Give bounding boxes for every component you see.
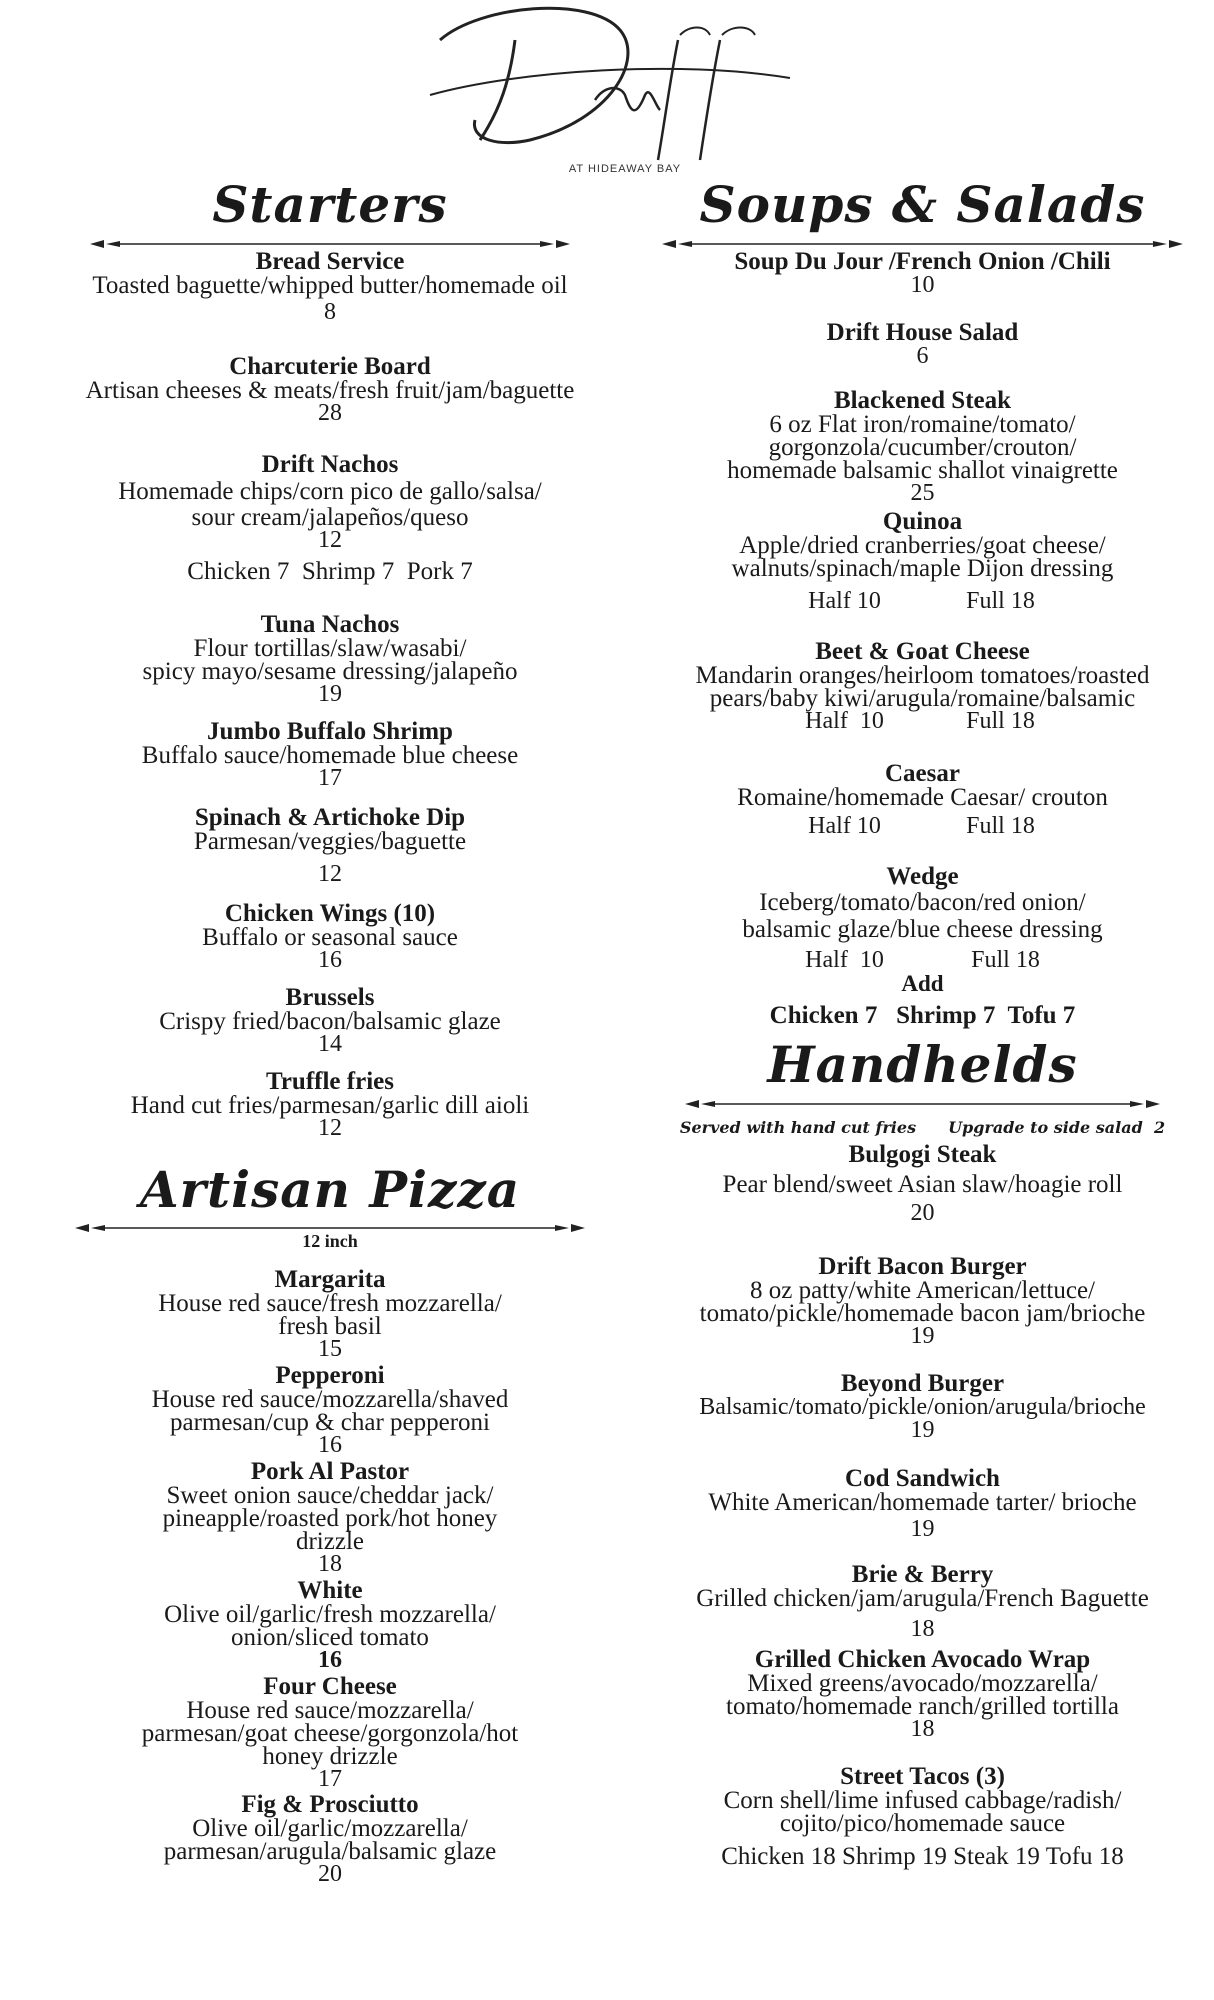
half-price: Half 10 [808, 813, 881, 839]
item-name: Drift Nachos [261, 451, 399, 478]
item-price: 17 [318, 1766, 342, 1792]
item-name: Brie & Berry [851, 1561, 994, 1588]
menu-item [55, 1364, 605, 1457]
item-price: 28 [318, 400, 342, 426]
item-desc: Homemade chips/corn pico de gallo/salsa/ [118, 478, 542, 505]
item-price: 20 [318, 1861, 342, 1887]
item-price: 15 [318, 1336, 342, 1362]
item-price: 10 [910, 272, 935, 298]
item-name: Street Tacos (3) [840, 1763, 1005, 1790]
item-name: Drift House Salad [826, 319, 1019, 346]
item-desc: parmesan/cup & char pepperoni [169, 1409, 490, 1436]
menu-item [640, 640, 1205, 733]
menu-item [55, 720, 605, 790]
menu-item [640, 1372, 1205, 1442]
item-price: 19 [910, 1323, 935, 1349]
item-name: Truffle fries [266, 1068, 394, 1095]
item-price: 16 [318, 1647, 342, 1673]
item-name: Cod Sandwich [845, 1465, 1000, 1492]
item-desc: Toasted baguette/whipped butter/homemade oil [92, 272, 568, 299]
item-desc: parmesan/goat cheese/gorgonzola/hot [141, 1720, 519, 1747]
menu-item [640, 510, 1205, 613]
half-price: Half 10 [805, 708, 884, 734]
item-desc: 8 oz patty/white American/lettuce/ [749, 1277, 1096, 1304]
item-desc: Romaine/homemade Caesar/ crouton [737, 784, 1108, 811]
pizza-heading: Artisan Pizza [139, 1160, 521, 1219]
item-name: Beet & Goat Cheese [815, 638, 1030, 665]
item-price: 6 [916, 343, 929, 369]
item-desc: Artisan cheeses & meats/fresh fruit/jam/baguette [85, 377, 575, 404]
item-price: 18 [910, 1616, 935, 1642]
soups-section [640, 175, 1205, 1045]
item-desc: spicy mayo/sesame dressing/jalapeño [142, 658, 518, 685]
menu-item [55, 453, 605, 583]
item-desc: 6 oz Flat iron/romaine/tomato/ [769, 411, 1076, 438]
menu-item [55, 1579, 605, 1672]
item-name: Fig & Prosciutto [241, 1791, 419, 1818]
item-name: Beyond Burger [840, 1370, 1005, 1397]
item-desc: Sweet onion sauce/cheddar jack/ [166, 1482, 494, 1509]
menu-item [55, 250, 605, 324]
full-price: Full 18 [971, 947, 1040, 973]
item-desc: drizzle [295, 1528, 364, 1555]
menu-item [640, 321, 1205, 368]
handhelds-rule [685, 1097, 1160, 1111]
item-desc: White American/homemade tarter/ brioche [708, 1489, 1137, 1516]
item-name: Bulgogi Steak [848, 1141, 997, 1168]
item-desc: Pear blend/sweet Asian slaw/hoagie roll [722, 1171, 1123, 1198]
menu-item [640, 1467, 1205, 1541]
item-name: White [297, 1577, 363, 1604]
item-price: 19 [318, 681, 342, 707]
item-desc: Olive oil/garlic/mozzarella/ [192, 1815, 468, 1842]
item-desc: homemade balsamic shallot vinaigrette [727, 457, 1118, 484]
item-desc: honey drizzle [262, 1743, 398, 1770]
item-desc: cojito/pico/homemade sauce [779, 1810, 1066, 1837]
item-desc: Balsamic/tomato/pickle/onion/arugula/brioche [699, 1394, 1146, 1420]
item-desc: Crispy fried/bacon/balsamic glaze [159, 1008, 501, 1035]
item-price: 16 [318, 947, 342, 973]
item-desc: sour cream/jalapeños/queso [191, 504, 469, 531]
item-desc: Apple/dried cranberries/goat cheese/ [739, 532, 1106, 559]
item-name: Bread Service [255, 248, 405, 275]
half-price: Half 10 [808, 588, 881, 614]
item-name: Grilled Chicken Avocado Wrap [754, 1646, 1091, 1673]
menu-item [640, 865, 1205, 1028]
item-price: 19 [910, 1417, 935, 1443]
half-price: Half 10 [805, 947, 884, 973]
item-name: Soup Du Jour /French Onion /Chili [734, 248, 1111, 275]
starters-heading: Starters [212, 175, 448, 234]
item-name: Chicken Wings (10) [224, 900, 436, 927]
drift-logo [420, 0, 800, 180]
menu-item [55, 613, 605, 706]
item-desc: walnuts/spinach/maple Dijon dressing [731, 555, 1114, 582]
menu-item [55, 1268, 605, 1361]
item-name: Four Cheese [263, 1673, 397, 1700]
item-desc: parmesan/arugula/balsamic glaze [163, 1838, 497, 1865]
pizza-section [55, 1155, 605, 1915]
item-desc: Flour tortillas/slaw/wasabi/ [193, 635, 467, 662]
menu-item [55, 986, 605, 1056]
item-name: Blackened Steak [833, 387, 1012, 414]
menu-item [640, 1648, 1205, 1741]
item-name: Drift Bacon Burger [818, 1253, 1027, 1280]
add-label: Add [901, 971, 944, 996]
item-desc: Buffalo or seasonal sauce [202, 924, 458, 951]
item-desc: fresh basil [278, 1313, 382, 1340]
menu-item [55, 1675, 605, 1791]
item-desc: tomato/homemade ranch/grilled tortilla [726, 1693, 1119, 1720]
item-price: 12 [318, 861, 342, 887]
item-price: 8 [324, 299, 336, 325]
item-name: Wedge [886, 863, 959, 890]
item-name: Brussels [285, 984, 375, 1011]
item-name: Caesar [885, 760, 960, 787]
item-desc: House red sauce/mozzarella/ [186, 1697, 474, 1724]
item-price: 18 [910, 1716, 935, 1742]
item-desc: Grilled chicken/jam/arugula/French Baguette [696, 1585, 1149, 1612]
menu-item [640, 1255, 1205, 1348]
item-desc: House red sauce/mozzarella/shaved [151, 1386, 509, 1413]
item-name: Quinoa [882, 508, 963, 535]
item-desc: balsamic glaze/blue cheese dressing [742, 916, 1103, 943]
handhelds-section [640, 1035, 1205, 1915]
item-desc: pineapple/roasted pork/hot honey [162, 1505, 498, 1532]
full-price: Full 18 [966, 588, 1035, 614]
menu-item [55, 806, 605, 886]
item-price: 16 [318, 1432, 342, 1458]
item-name: Jumbo Buffalo Shrimp [207, 718, 453, 745]
soups-heading: Soups & Salads [699, 175, 1146, 234]
item-price: 25 [910, 480, 935, 506]
menu-item [640, 1563, 1205, 1641]
upgrade-note: Upgrade to side salad 2 [948, 1118, 1166, 1137]
menu-item [55, 1070, 605, 1140]
item-name: Charcuterie Board [229, 353, 431, 380]
item-price: 17 [318, 765, 342, 791]
size-note: 12 inch [302, 1231, 358, 1251]
item-price: 19 [910, 1516, 935, 1542]
served-with-note: Served with hand cut fries [679, 1118, 917, 1137]
item-desc: Hand cut fries/parmesan/garlic dill aioli [130, 1092, 530, 1119]
item-name: Pepperoni [275, 1362, 385, 1389]
item-desc: gorgonzola/cucumber/crouton/ [768, 434, 1077, 461]
menu-item [55, 355, 605, 425]
starters-section [55, 175, 605, 1150]
add-options: Chicken 7 Shrimp 7 Tofu 7 [769, 1002, 1076, 1029]
full-price: Full 18 [966, 813, 1035, 839]
item-desc: House red sauce/fresh mozzarella/ [158, 1290, 502, 1317]
logo-tagline: AT HIDEAWAY BAY [568, 163, 682, 175]
item-price: 20 [910, 1200, 935, 1226]
item-name: Tuna Nachos [260, 611, 400, 638]
menu-item [640, 250, 1205, 297]
item-desc: Iceberg/tomato/bacon/red onion/ [759, 889, 1086, 916]
item-name: Spinach & Artichoke Dip [194, 804, 466, 831]
menu-item [640, 389, 1205, 505]
item-name: Margarita [274, 1266, 386, 1293]
item-desc: Parmesan/veggies/baguette [193, 828, 467, 855]
item-addons: Chicken 7 Shrimp 7 Pork 7 [187, 558, 473, 585]
item-desc: onion/sliced tomato [231, 1624, 429, 1651]
menu-item [55, 1793, 605, 1886]
pizza-size-note [55, 1231, 605, 1252]
menu-item [55, 1460, 605, 1576]
item-desc: Mandarin oranges/heirloom tomatoes/roasted [695, 662, 1150, 689]
item-price: 14 [318, 1031, 342, 1057]
menu-item [640, 1143, 1205, 1225]
item-desc: Olive oil/garlic/fresh mozzarella/ [164, 1601, 496, 1628]
item-price: 18 [318, 1551, 342, 1577]
item-price: 12 [318, 527, 342, 553]
menu-item [640, 762, 1205, 838]
item-desc: Corn shell/lime infused cabbage/radish/ [723, 1787, 1122, 1814]
handhelds-note [640, 1118, 1205, 1138]
item-desc: pears/baby kiwi/arugula/romaine/balsamic [709, 685, 1136, 712]
item-price: 12 [318, 1115, 342, 1141]
item-price: Chicken 18 Shrimp 19 Steak 19 Tofu 18 [721, 1843, 1124, 1870]
handhelds-heading: Handhelds [767, 1035, 1078, 1094]
item-desc: tomato/pickle/homemade bacon jam/brioche [699, 1300, 1146, 1327]
full-price: Full 18 [966, 708, 1035, 734]
item-desc: Mixed greens/avocado/mozzarella/ [747, 1670, 1098, 1697]
menu-item [55, 902, 605, 972]
menu-item [640, 1765, 1205, 1868]
item-desc: Buffalo sauce/homemade blue cheese [141, 742, 519, 769]
item-name: Pork Al Pastor [250, 1458, 410, 1485]
